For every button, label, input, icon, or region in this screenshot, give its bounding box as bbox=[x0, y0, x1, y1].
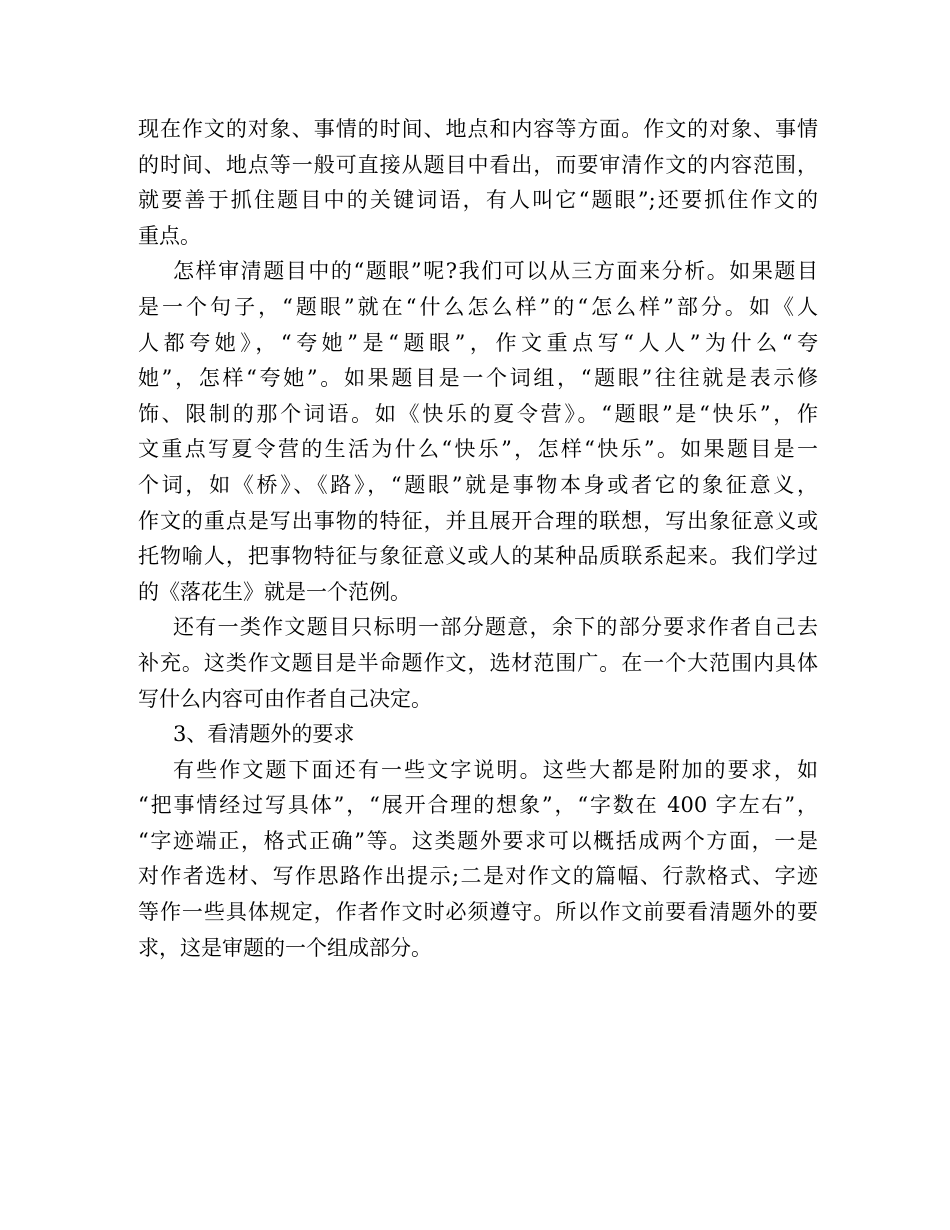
text-line: 的《落花生》就是一个范例。 bbox=[138, 579, 411, 604]
text-line: 3、看清题外的要求 bbox=[173, 722, 355, 747]
text-line: 还有一类作文题目只标明一部分题意，余下的部分要求作者自己去 bbox=[173, 615, 818, 640]
text-line: 重点。 bbox=[138, 223, 201, 248]
text-line: 是一个句子，“题眼”就在“什么怎么样”的“怎么样”部分。如《人 bbox=[138, 294, 818, 319]
text-line: 个词，如《桥》、《路》，“题眼”就是事物本身或者它的象征意义， bbox=[138, 472, 818, 497]
text-line: 现在作文的对象、事情的时间、地点和内容等方面。作文的对象、事情 bbox=[138, 117, 818, 141]
text-line: 文重点写夏令营的生活为什么“快乐”，怎样“快乐”。如果题目是一 bbox=[138, 437, 818, 462]
text-line: 作文的重点是写出事物的特征，并且展开合理的联想，写出象征意义或 bbox=[138, 508, 818, 533]
text-line: “字迹端正，格式正确”等。这类题外要求可以概括成两个方面，一是 bbox=[138, 828, 818, 853]
text-line: 饰、限制的那个词语。如《快乐的夏令营》。“题眼”是“快乐”，作 bbox=[138, 401, 818, 426]
text-line: 怎样审清题目中的“题眼”呢?我们可以从三方面来分析。如果题目 bbox=[173, 259, 818, 284]
text-line: 等作一些具体规定，作者作文时必须遵守。所以作文前要看清题外的要 bbox=[138, 900, 818, 925]
text-line: 托物喻人，把事物特征与象征意义或人的某种品质联系起来。我们学过 bbox=[138, 544, 818, 569]
text-line: 有些作文题下面还有一些文字说明。这些大都是附加的要求，如 bbox=[173, 757, 818, 782]
text-line: 的时间、地点等一般可直接从题目中看出，而要审清作文的内容范围， bbox=[138, 152, 818, 177]
text-line: 就要善于抓住题目中的关键词语，有人叫它“题眼”;还要抓住作文的 bbox=[138, 188, 818, 213]
text-line: 人都夸她》，“夸她”是“题眼”，作文重点写“人人”为什么“夸 bbox=[138, 330, 818, 355]
text-line: 对作者选材、写作思路作出提示;二是对作文的篇幅、行款格式、字迹 bbox=[138, 864, 818, 889]
text-line: 求，这是审题的一个组成部分。 bbox=[138, 935, 432, 960]
text-line: 写什么内容可由作者自己决定。 bbox=[138, 686, 432, 711]
text-line: “把事情经过写具体”，“展开合理的想象”，“字数在 400 字左右”， bbox=[138, 793, 818, 818]
text-line: 她”，怎样“夸她”。如果题目是一个词组，“题眼”往往就是表示修 bbox=[138, 366, 818, 391]
document-body bbox=[138, 112, 818, 966]
text-line: 补充。这类作文题目是半命题作文，选材范围广。在一个大范围内具体 bbox=[138, 650, 818, 675]
